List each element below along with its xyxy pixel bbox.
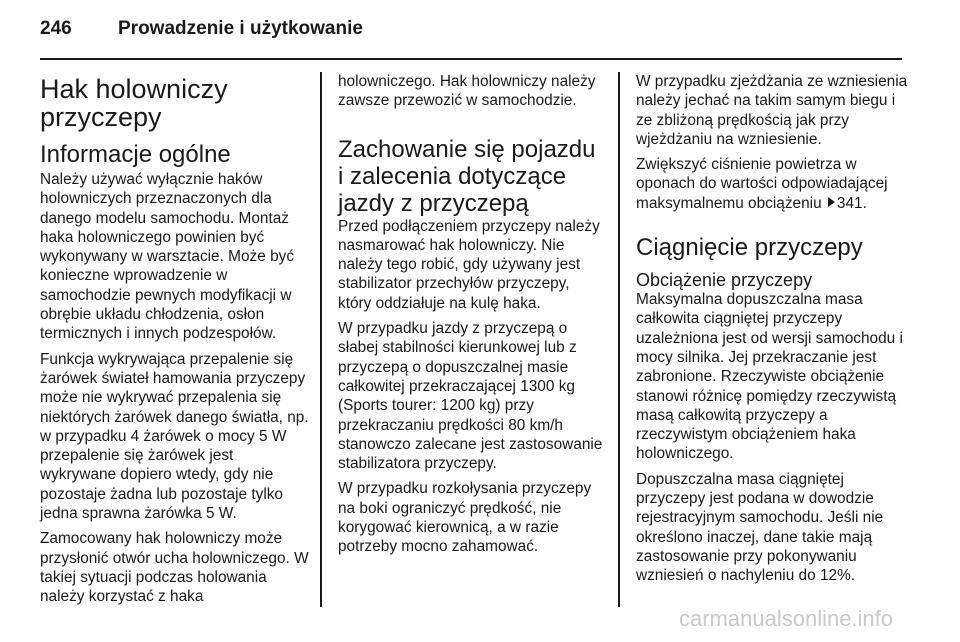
page-header: [40, 18, 363, 40]
paragraph: W przypadku rozkołysania przyczepy na boki ograniczyć prędkość, nie korygować kierownicą, a w razie potrzeby mocno zahamować.: [338, 480, 592, 556]
towing-heading: Ciągnięcie przyczepy: [636, 234, 863, 262]
column-1: [40, 72, 310, 613]
paragraph: Funkcja wykrywająca przepalenie się żarówek świateł hamowania przyczepy może nie wykrywać przepalenia się niektórych żarówek danego światła, np. w przypadku 4 żarówek o mocy 5 W przepalenie się żarówek jest wykrywane dopiero wtedy, gdy nie pozostaje żadna lub pozostaje tylko jedna sprawna żarówka 5 W.: [40, 350, 309, 523]
paragraph: Zamocowany hak holowniczy może przysłonić otwór ucha holowniczego. W takiej sytuacji podczas holowania należy korzystać z haka: [40, 530, 309, 606]
general-info-heading: Informacje ogólne: [40, 141, 231, 168]
paragraph: [636, 155, 908, 213]
page-reference-arrow-icon: [828, 197, 835, 207]
paragraph: Maksymalna dopuszczalna masa całkowita ciągniętej przyczepy uzależniona jest od wersji samochodu i mocy silnika. Jej przekraczanie jest zabronione. Rzeczywiste obciążenie stanowi różnicę pomiędzy rzeczywistą masą całkowitą przyczepy a rzeczywistym obciążeniem haka holowniczego.: [636, 291, 903, 463]
header-rule: [40, 58, 902, 60]
paragraph: Należy używać wyłącznie haków holowniczych przeznaczonych dla danego modelu samochodu. Montaż haka holowniczego powinien być wykonywany w warsztacie. Może być konieczne wprowadzenie w samochodzie pewnych modyfikacji w obrębie układu chłodzenia, osłon termicznych i innych podzespołów.: [40, 171, 295, 343]
column-2: [338, 72, 606, 563]
trailer-load-heading: Obciążenie przyczepy: [636, 270, 813, 291]
column-divider-2: [618, 72, 620, 607]
paragraph: Przed podłączeniem przyczepy należy nasmarować hak holowniczy. Nie należy tego robić, gdy używany jest stabilizator przechyłów przyczepy, który oddziałuje na kulę haka.: [338, 217, 600, 312]
page-reference[interactable]: 341.: [836, 194, 867, 212]
paragraph-text: Zwiększyć ciśnienie powietrza w oponach do wartości odpowiadającej maksymalnemu obciążeniu: [636, 156, 888, 212]
chapter-title: Hak holowniczy przyczepy: [40, 74, 228, 132]
column-3: [636, 72, 908, 592]
paragraph: W przypadku zjeżdżania ze wzniesienia należy jechać na takim samym biegu i ze zbliżoną prędkością jak przy wjeżdżaniu na wzniesienie.: [636, 73, 908, 148]
section-title: Prowadzenie i użytkowanie: [118, 18, 363, 39]
paragraph: holowniczego. Hak holowniczy należy zawsze przewozić w samochodzie.: [338, 73, 596, 110]
driving-behaviour-heading: Zachowanie się pojazdu i zalecenia dotyczące jazdy z przyczepą: [338, 135, 596, 217]
paragraph: Dopuszczalna masa ciągniętej przyczepy jest podana w dowodzie rejestracyjnym samochodu. Jeśli nie określono inaczej, dane takie mają zastosowanie przy pokonywaniu wzniesień o nachyleniu do 12%.: [636, 470, 884, 585]
page-number: 246: [40, 18, 72, 39]
paragraph: W przypadku jazdy z przyczepą o słabej stabilności kierunkowej lub z przyczepą o dopuszczalnej masie całkowitej przekraczającej 1300 kg (Sports tourer: 1200 kg) przy przekraczaniu prędkości 80 km/h stanowczo zalecane jest zastosowanie stabilizatora przyczepy.: [338, 320, 603, 473]
watermark: carmanualsonline.info: [679, 606, 894, 631]
column-divider-1: [320, 72, 322, 607]
